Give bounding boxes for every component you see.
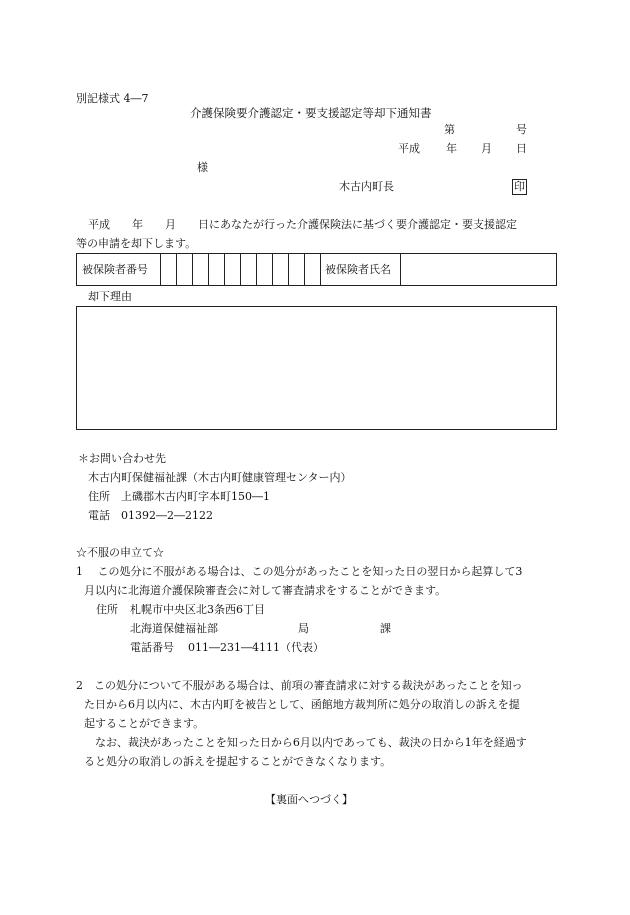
rejection-reason-label: 却下理由 [88, 290, 132, 303]
appeal-item2-line1: 2 この処分について不服がある場合は、前項の審査請求に対する裁決があったことを知っ [76, 679, 523, 692]
insured-number-digit-cell [225, 254, 241, 285]
insured-number-digit-cell [273, 254, 289, 285]
insured-number-digit-cell [161, 254, 177, 285]
rejection-reason-box [76, 306, 557, 430]
appeal-address-label: 住所 [96, 603, 118, 616]
appeal-item1-line1: 1 この処分に不服がある場合は、この処分があったことを知った日の翌日から起算して3 [76, 565, 523, 578]
contact-phone: 電話 01392―2―2122 [88, 509, 213, 522]
insured-name-label-cell [321, 254, 401, 285]
insured-number-digit-cell [177, 254, 193, 285]
appeal-item2-line4: なお、裁決があったことを知った日から6月以内であっても、裁決の日から1年を経過す [84, 736, 527, 749]
date-era: 平成 [398, 142, 420, 155]
date-day: 日 [516, 142, 527, 155]
appeal-item2-line3: 起することができます。 [84, 717, 205, 730]
appeal-item2-line5: ると処分の取消しの訴えを提起することができなくなります。 [84, 755, 392, 768]
contact-office: 木古内町保健福祉課（木古内町健康管理センター内） [88, 471, 352, 484]
appeal-heading: ☆不服の申立て☆ [76, 546, 164, 559]
document-title: 介護保険要介護認定・要支援認定等却下通知書 [190, 106, 432, 120]
issuer-name: 木古内町長 [339, 180, 394, 193]
insured-number-label: 被保険者番号 [82, 263, 148, 276]
appeal-item1-line2: 月以内に北海道介護保険審査会に対して審査請求をすることができます。 [84, 584, 447, 597]
doc-number-dai: 第 [444, 123, 455, 136]
insured-number-digit-cell [241, 254, 257, 285]
seal-mark: 印 [514, 180, 525, 193]
form-number: 別記様式 4―7 [76, 92, 149, 105]
insured-info-table [76, 253, 557, 286]
appeal-tel-value: 011―231―4111（代表） [188, 641, 324, 654]
appeal-bureau: 局 [298, 622, 309, 635]
appeal-department: 北海道保健福祉部 [130, 622, 218, 635]
insured-number-digit-cell [193, 254, 209, 285]
appeal-address-value: 札幌市中央区北3条西6丁目 [130, 603, 265, 616]
insured-number-digit-cell [289, 254, 305, 285]
insured-number-digit-cell [305, 254, 321, 285]
contact-address: 住所 上磯郡木古内町字本町150―1 [88, 490, 270, 503]
insured-number-digit-cell [257, 254, 273, 285]
recipient-suffix: 様 [197, 161, 208, 174]
contact-heading: ＊お問い合わせ先 [78, 452, 166, 465]
insured-name-label: 被保険者氏名 [325, 263, 391, 276]
appeal-section: 課 [380, 622, 391, 635]
body-line-1: 平成 年 月 日にあなたが行った介護保険法に基づく要介護認定・要支援認定 [88, 218, 517, 231]
body-line-2: 等の申請を却下します。 [76, 237, 197, 250]
doc-number-go: 号 [516, 123, 527, 136]
date-year: 年 [446, 142, 457, 155]
footer-continue: 【裏面へつづく】 [265, 793, 353, 806]
appeal-tel-label: 電話番号 [130, 641, 174, 654]
date-month: 月 [481, 142, 492, 155]
insured-number-label-cell [77, 254, 161, 285]
insured-number-digit-cell [209, 254, 225, 285]
appeal-item2-line2: た日から6月以内に、木古内町を被告として、函館地方裁判所に処分の取消しの訴えを提 [84, 698, 520, 711]
